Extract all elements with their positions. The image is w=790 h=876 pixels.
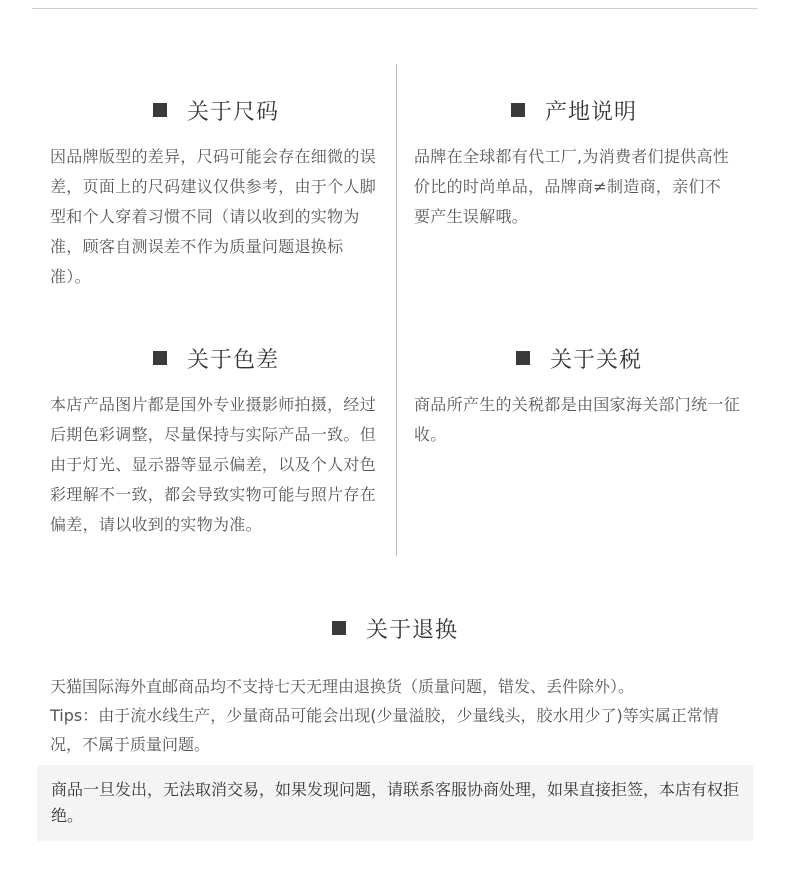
color-info-title: 关于色差	[186, 347, 279, 373]
color-info-section	[50, 343, 382, 540]
size-info-heading	[50, 95, 382, 125]
tax-info-text: 商品所产生的关税都是由国家海关部门统一征收。	[414, 395, 741, 444]
origin-info-title: 产地说明	[544, 99, 637, 125]
tax-info-title: 关于关税	[549, 347, 642, 373]
color-info-heading	[50, 343, 382, 373]
returns-policy-text	[50, 672, 750, 759]
returns-policy-line: 天猫国际海外直邮商品均不支持七天无理由退换货（质量问题，错发、丢件除外）。	[50, 677, 635, 696]
shipping-notice-box	[37, 765, 753, 841]
square-bullet-icon	[511, 103, 525, 117]
top-divider	[32, 8, 758, 9]
square-bullet-icon	[332, 621, 346, 635]
size-info-section	[50, 95, 382, 292]
tax-info-section	[414, 343, 744, 450]
square-bullet-icon	[153, 351, 167, 365]
shipping-notice-text: 商品一旦发出，无法取消交易，如果发现问题，请联系客服协商处理，如果直接拒签，本店有权拒绝。	[51, 780, 740, 825]
color-info-text: 本店产品图片都是国外专业摄影师拍摄，经过后期色彩调整，尽量保持与实际产品一致。但由于灯光、显示器等显示偏差，以及个人对色彩理解不一致，都会导致实物可能与照片存在偏差，请以收到的实物为准。	[50, 395, 377, 534]
size-info-title: 关于尺码	[186, 99, 279, 125]
square-bullet-icon	[516, 351, 530, 365]
returns-tips-line: Tips：由于流水线生产，少量商品可能会出现(少量溢胶，少量线头，胶水用少了)等实属正常情况，不属于质量问题。	[50, 706, 719, 754]
size-info-text: 因品牌版型的差异，尺码可能会存在细微的误差，页面上的尺码建议仅供参考，由于个人脚型和个人穿着习惯不同（请以收到的实物为准，顾客自测误差不作为质量问题退换标准）。	[50, 147, 377, 286]
origin-info-text: 品牌在全球都有代工厂,为消费者们提供高性价比的时尚单品，品牌商≠制造商，亲们不要产生误解哦。	[414, 147, 730, 226]
square-bullet-icon	[153, 103, 167, 117]
tax-info-heading	[414, 343, 744, 373]
returns-heading	[0, 613, 790, 643]
column-divider	[396, 64, 397, 556]
origin-info-heading	[414, 95, 734, 125]
origin-info-section	[414, 95, 734, 232]
returns-title: 关于退换	[365, 617, 458, 643]
